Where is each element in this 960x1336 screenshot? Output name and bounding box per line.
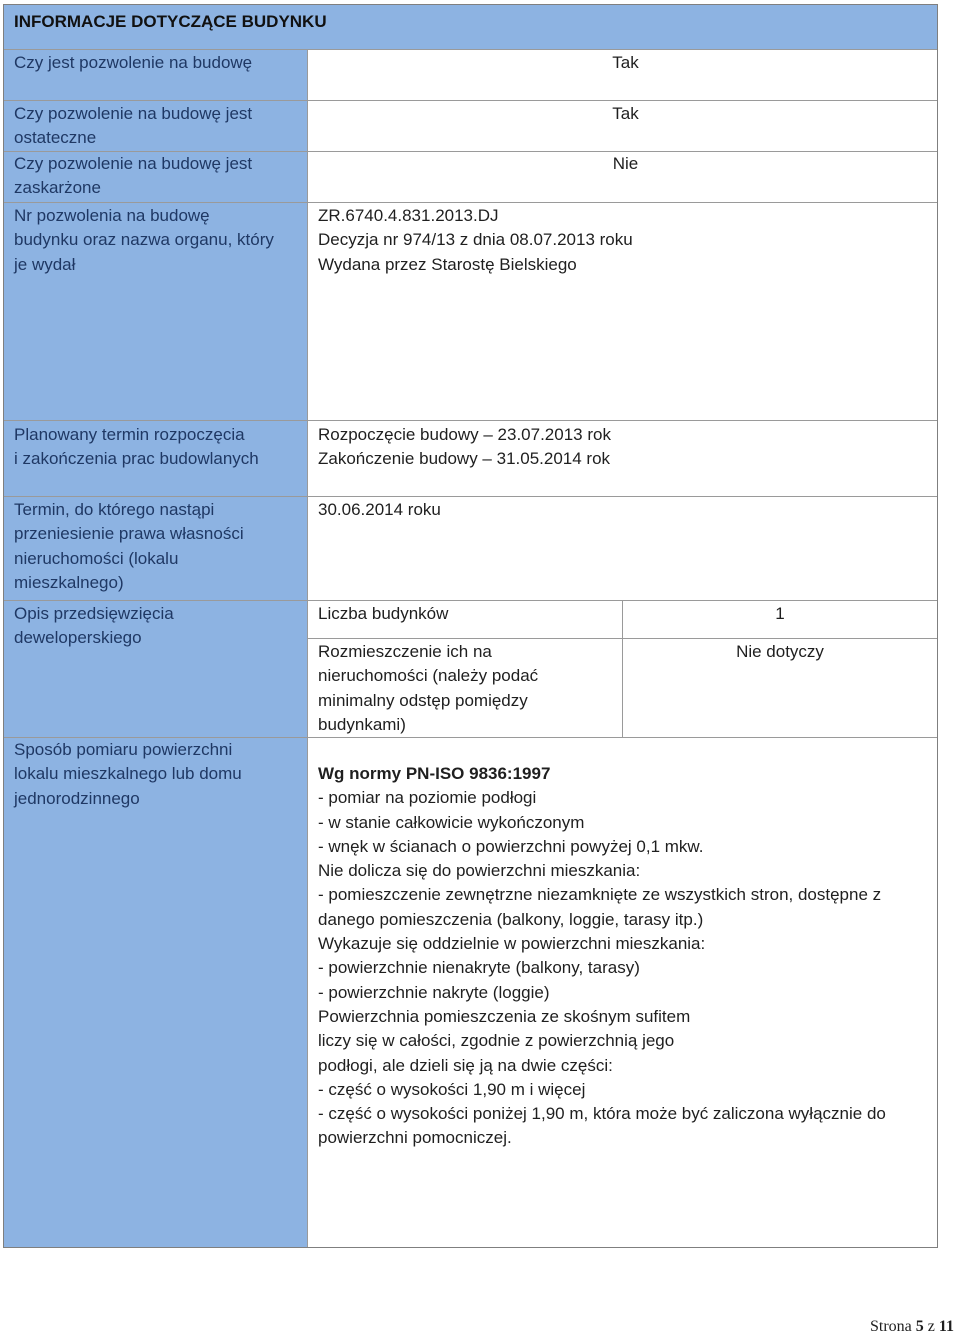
row-divider — [4, 420, 937, 421]
column-divider — [307, 49, 308, 1247]
label-permit: Czy jest pozwolenie na budowę — [14, 53, 253, 72]
row-divider — [4, 600, 937, 601]
table-header-title: INFORMACJE DOTYCZĄCE BUDYNKU — [14, 12, 327, 31]
label-project-description: Opis przedsięwzięcia deweloperskiego — [14, 604, 174, 648]
label-ownership-transfer: Termin, do którego nastąpi przeniesienie prawa własności nieruchomości (lokalu mieszkalnego) — [14, 500, 244, 592]
buildings-count-value: 1 — [775, 604, 785, 623]
row-divider — [4, 737, 937, 738]
table-header — [4, 5, 937, 49]
placement-value: Nie dotyczy — [736, 642, 824, 661]
row-divider — [4, 100, 937, 101]
value-permit-final: Tak — [612, 104, 639, 123]
row-divider — [4, 49, 937, 50]
label-measurement-method: Sposób pomiaru powierzchni lokalu mieszkalnego lub domu jednorodzinnego — [14, 740, 242, 808]
measurement-standard-heading: Wg normy PN-ISO 9836:1997 — [318, 764, 551, 783]
placement-label: Rozmieszczenie ich na nieruchomości (należy podać minimalny odstęp pomiędzy budynkami) — [318, 642, 539, 734]
row-divider — [4, 496, 937, 497]
label-permit-number: Nr pozwolenia na budowę budynku oraz nazwa organu, który je wydał — [14, 206, 274, 274]
value-schedule: Rozpoczęcie budowy – 23.07.2013 rok Zakończenie budowy – 31.05.2014 rok — [318, 425, 611, 469]
row-divider — [4, 151, 937, 152]
label-schedule: Planowany termin rozpoczęcia i zakończenia prac budowlanych — [14, 425, 259, 469]
column-divider — [622, 600, 623, 737]
value-permit-appealed: Nie — [612, 154, 639, 173]
label-permit-appealed: Czy pozwolenie na budowę jest zaskarżone — [14, 154, 253, 198]
building-info-table — [3, 4, 938, 1248]
page-footer: Strona 5 z 11 — [869, 1318, 954, 1335]
buildings-count-label: Liczba budynków — [318, 604, 449, 623]
value-permit-number: ZR.6740.4.831.2013.DJ Decyzja nr 974/13 z dnia 08.07.2013 roku Wydana przez Starostę Bielskiego — [318, 206, 633, 274]
label-permit-final: Czy pozwolenie na budowę jest ostateczne — [14, 104, 253, 148]
value-measurement-method: Wg normy PN-ISO 9836:1997 - pomiar na poziomie podłogi - w stanie całkowicie wykończonym - wnęk w ścianach o powierzchni powyżej 0,1 mkw. Nie dolicza się do powierzchni mieszkania: - pomieszczenie zewnętrzne niezamknięte ze wszystkich stron, dostępne z danego pomieszczenia (balkony, loggie, tarasy itp.) Wykazuje się oddzielnie w powierzchni mieszkania: - powierzchnie nienakryte (balkony, tarasy) - powierzchnie nakryte (loggie) Powierzchnia pomieszczenia ze skośnym sufitem liczy się w całości, zgodnie z powierzchnią jego podłogi, ale dzieli się ją na dwie części: - część o wysokości 1,90 m i więcej - część o wysokości poniżej 1,90 m, która może być zaliczona wyłącznie do powierzchni pomocniczej. — [318, 762, 933, 1151]
row-divider — [4, 202, 937, 203]
value-permit: Tak — [612, 53, 639, 72]
value-ownership-transfer: 30.06.2014 roku — [318, 500, 441, 519]
